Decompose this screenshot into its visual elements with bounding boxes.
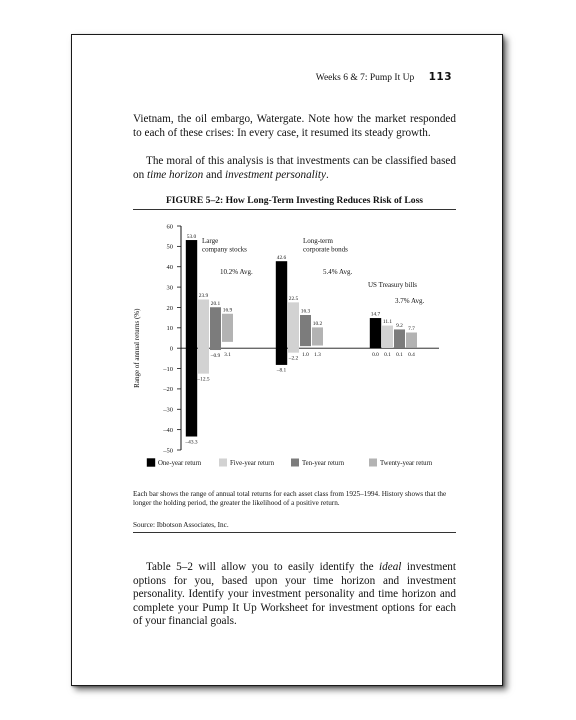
paragraph-2 [133,155,456,182]
group-label: Large [202,237,219,245]
bar [186,240,197,436]
paragraph-2-text-end: . [325,168,329,181]
y-tick-label: –40 [163,426,173,434]
bar [210,307,221,350]
figure-top-rule [133,209,456,210]
bar-low-label: 3.1 [224,352,231,359]
bar [222,314,233,342]
page-number: 113 [428,71,452,83]
bar-low-label: 1.3 [314,352,321,359]
paragraph-3-text-end: investment options for you, based upon your time horizon and investment personality. Identify your investment personality and time horizon and complete your Pump It Up Worksheet for investment options for each of your financial goals. [133,561,456,628]
bar [288,302,299,352]
bar-low-label: –43.3 [185,439,198,446]
y-tick-label: –50 [163,447,173,455]
bar [394,329,405,348]
bar-high-label: 7.7 [408,326,415,333]
bar-high-label: 20.1 [210,300,221,307]
y-axis-label: Range of annual returns (%) [133,308,141,388]
y-tick-label: –30 [163,406,173,414]
range-bar-chart [127,215,457,485]
paragraph-2-emphasis-1: time horizon [146,168,204,181]
bar-high-label: 53.0 [186,233,197,240]
paragraph-2-emphasis-2: investment personality [224,168,326,181]
bar-low-label: –0.9 [210,353,221,360]
paragraph-1: Vietnam, the oil embargo, Watergate. Note how the market responded to each of these crises: In every case, it resumed its steady growth. [133,113,456,139]
bar-high-label: 14.7 [370,311,381,318]
y-tick-label: 0 [169,345,173,353]
bar [300,315,311,346]
legend-swatch [147,459,155,467]
legend-swatch [369,459,377,467]
bar-low-label: –8.1 [276,367,287,374]
bar [382,326,393,348]
bar [312,327,323,345]
group-label: Long-term [303,237,333,245]
y-tick-label: 60 [166,223,173,231]
bar-high-label: 22.5 [288,295,299,302]
bar-low-label: 0.0 [372,352,379,359]
legend-swatch [291,459,299,467]
legend-label: One-year return [158,460,202,467]
legend-label: Twenty-year return [380,460,433,467]
bar [276,261,287,364]
paragraph-3-emphasis: ideal [379,561,402,573]
legend-label: Five-year return [230,460,274,467]
figure-source: Source: Ibbotson Associates, Inc. [133,521,229,529]
group-label: corporate bonds [303,245,348,254]
y-tick-label: 10 [166,325,173,333]
bar-low-label: 0.1 [384,352,391,359]
figure-caption: Each bar shows the range of annual total returns for each asset class from 1925–1994. History shows that the longer the holding period, the greater the likelihood of a positive return. [133,490,447,507]
group-label: US Treasury bills [368,281,418,289]
legend-label: Ten-year return [302,460,344,467]
bar-low-label: 0.4 [408,352,415,359]
bar [370,318,381,348]
group-average-label: 5.4% Avg. [323,268,353,276]
running-head [316,71,452,83]
y-tick-label: 40 [166,264,173,272]
legend-swatch [219,459,227,467]
paragraph-2-text: The moral of this analysis is that investments can be classified based on [133,155,456,181]
group-average-label: 3.7% Avg. [395,297,425,305]
running-head-title: Weeks 6 & 7: Pump It Up [315,73,415,83]
bar-high-label: 9.2 [396,322,403,329]
group-label: company stocks [202,245,247,254]
y-tick-label: –10 [163,365,173,373]
bar-high-label: 16.9 [222,307,233,314]
figure-title: FIGURE 5–2: How Long-Term Investing Reduces Risk of Loss [165,195,424,206]
bar [406,333,417,348]
y-tick-label: –20 [163,386,173,394]
bar [198,300,209,374]
bar-high-label: 23.9 [198,293,209,300]
book-page [71,34,503,686]
y-tick-label: 50 [166,243,173,251]
bar-low-label: 1.0 [302,352,309,359]
bar-low-label: –2.2 [288,355,299,362]
bar-high-label: 10.2 [312,320,323,327]
paragraph-2-text-mid: and [203,168,225,181]
group-average-label: 10.2% Avg. [220,268,253,276]
bar-high-label: 42.6 [276,254,287,261]
bar-low-label: 0.1 [396,352,403,359]
paragraph-3 [133,561,456,629]
bar-high-label: 11.1 [382,319,393,326]
y-tick-label: 30 [166,284,173,292]
bar-high-label: 16.3 [300,308,311,315]
y-tick-label: 20 [166,304,173,312]
paragraph-3-text: Table 5–2 will allow you to easily identify the [146,561,380,573]
bar-low-label: –12.5 [197,376,210,383]
figure-bottom-rule [133,532,456,533]
